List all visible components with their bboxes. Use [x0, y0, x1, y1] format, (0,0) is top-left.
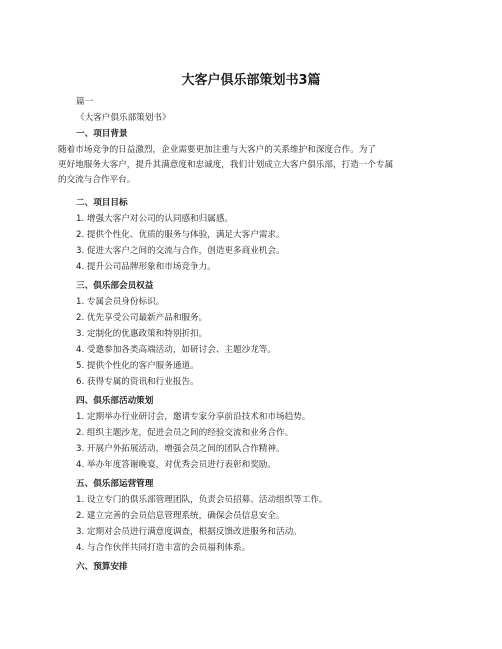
list-item: 6. 获得专属的资讯和行业报告。: [76, 377, 199, 387]
list-item: 1. 专属会员身份标识。: [76, 297, 165, 307]
list-item: 1. 定期举办行业研讨会，邀请专家分享前沿技术和市场趋势。: [76, 412, 311, 422]
paragraph-line: 更好地服务大客户，提升其满意度和忠诚度，我们计划成立大客户俱乐部，打造一个专属: [58, 160, 394, 170]
heading-club-activities: 四、俱乐部活动策划: [76, 396, 154, 406]
section-label: 篇一: [76, 97, 94, 107]
list-item: 3. 定制化的优惠政策和特别折扣。: [76, 329, 208, 339]
heading-project-goals: 二、项目目标: [76, 198, 128, 208]
paragraph-line: 的交流与合作平台。: [58, 175, 136, 185]
list-item: 4. 受邀参加各类高端活动，如研讨会、主题沙龙等。: [76, 345, 276, 355]
paragraph-project-background: [58, 143, 448, 188]
list-item: 2. 优先享受公司最新产品和服务。: [76, 313, 208, 323]
list-item: 2. 提供个性化、优质的服务与体验，满足大客户需求。: [76, 230, 285, 240]
list-item: 4. 提升公司品牌形象和市场竞争力。: [76, 262, 216, 272]
heading-project-background: 一、项目背景: [76, 129, 128, 139]
document-title: 大客户俱乐部策划书3篇: [181, 73, 321, 88]
heading-budget: 六、预算安排: [76, 562, 128, 572]
heading-member-benefits: 三、俱乐部会员权益: [76, 281, 154, 291]
list-item: 4. 与合作伙伴共同打造丰富的会员福利体系。: [76, 543, 251, 553]
list-item: 3. 定期对会员进行满意度调查，根据反馈改进服务和活动。: [76, 527, 302, 537]
list-item: 1. 增强大客户对公司的认同感和归属感。: [76, 214, 234, 224]
paragraph-line: 随着市场竞争的日益激烈，企业需要更加注重与大客户的关系维护和深度合作。为了: [58, 145, 376, 155]
document-name: 《大客户俱乐部策划书》: [76, 113, 171, 123]
list-item: 3. 开展户外拓展活动，增强会员之间的团队合作精神。: [76, 444, 285, 454]
list-item: 5. 提供个性化的客户服务通道。: [76, 361, 199, 371]
list-item: 1. 设立专门的俱乐部管理团队，负责会员招募、活动组织等工作。: [76, 495, 328, 505]
list-item: 3. 促进大客户之间的交流与合作，创造更多商业机会。: [76, 246, 285, 256]
list-item: 4. 举办年度答谢晚宴，对优秀会员进行表彰和奖励。: [76, 460, 276, 470]
list-item: 2. 组织主题沙龙，促进会员之间的经验交流和业务合作。: [76, 428, 294, 438]
heading-club-operations: 五、俱乐部运营管理: [76, 479, 154, 489]
list-item: 2. 建立完善的会员信息管理系统，确保会员信息安全。: [76, 511, 285, 521]
